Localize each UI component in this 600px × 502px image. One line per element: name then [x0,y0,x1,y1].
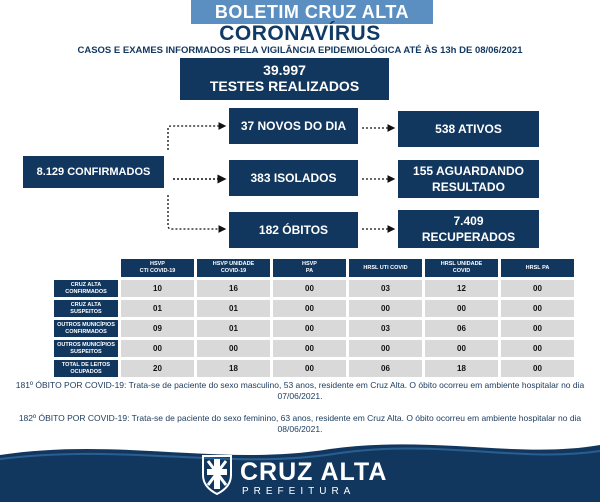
column-header: HRSL UNIDADE COVID [425,259,498,277]
table-cell: 06 [425,320,498,337]
row-header: CRUZ ALTA SUSPEITOS [54,300,118,317]
confirmed-box: 8.129 CONFIRMADOS [23,156,164,188]
column-header: HSVP CTI COVID-19 [121,259,194,277]
table-row [54,320,574,337]
table-cell: 20 [121,360,194,377]
table-cell: 00 [273,360,346,377]
row-header: OUTROS MUNICÍPIOS CONFIRMADOS [54,320,118,337]
waiting-box [398,160,539,198]
row-header: OUTROS MUNICÍPIOS SUSPEITOS [54,340,118,357]
recovered-line2: RECUPERADOS [421,230,516,244]
table-cell: 00 [197,340,270,357]
city-crest-icon [200,447,234,495]
table-cell: 00 [273,340,346,357]
recovered-box [398,210,539,248]
table-cell: 03 [349,280,422,297]
table-cell: 00 [349,300,422,317]
waiting-line1: 155 AGUARDANDO [413,164,524,178]
table-cell: 18 [425,360,498,377]
tests-label: TESTES REALIZADOS [209,78,360,94]
column-header: HRSL UTI COVID [349,259,422,277]
tests-value: 39.997 [263,62,306,78]
table-header-row [54,259,574,277]
table-cell: 00 [501,280,574,297]
info-line: CASOS E EXAMES INFORMADOS PELA VIGILÂNCIA EPIDEMIOLÓGICA ATÉ ÀS 13h DE 08/06/2021 [77,45,523,56]
table-cell: 00 [425,300,498,317]
isolated-box: 383 ISOLADOS [229,160,358,196]
table-cell: 01 [121,300,194,317]
table-corner [54,259,118,277]
death-note-182: 182º ÓBITO POR COVID-19: Trata-se de paciente do sexo feminino, 63 anos, residente em Cruz Alta. O óbito ocorreu em ambiente hospitalar no dia 08/06/2021. [18,413,582,434]
table-cell: 00 [501,360,574,377]
footer-city-name: CRUZ ALTA [240,458,388,486]
recovered-line1: 7.409 [453,214,484,228]
table-row [54,300,574,317]
table-row [54,340,574,357]
table-cell: 12 [425,280,498,297]
beds-table [51,256,577,380]
bulletin-title: BOLETIM CRUZ ALTA [191,0,433,24]
table-cell: 09 [121,320,194,337]
death-note-181: 181º ÓBITO POR COVID-19: Trata-se de paciente do sexo masculino, 53 anos, residente em Cruz Alta. O óbito ocorreu em ambiente hospitalar no dia 07/06/2021. [15,380,585,401]
table-cell: 01 [197,320,270,337]
arrow-to-new-today [168,126,225,150]
table-cell: 00 [501,340,574,357]
new-today-box: 37 NOVOS DO DIA [229,108,358,144]
arrow-to-deaths [168,195,225,229]
table-cell: 03 [349,320,422,337]
table-cell: 00 [501,320,574,337]
table-cell: 16 [197,280,270,297]
table-cell: 00 [121,340,194,357]
table-cell: 00 [425,340,498,357]
table-cell: 01 [197,300,270,317]
table-cell: 00 [349,340,422,357]
table-cell: 00 [273,300,346,317]
table-row [54,280,574,297]
table-cell: 00 [273,320,346,337]
row-header: CRUZ ALTA CONFIRMADOS [54,280,118,297]
deaths-box: 182 ÓBITOS [229,212,358,248]
table-cell: 18 [197,360,270,377]
column-header: HSVP PA [273,259,346,277]
column-header: HRSL PA [501,259,574,277]
table-cell: 00 [501,300,574,317]
footer-prefeitura: PREFEITURA [242,486,356,497]
table-cell: 06 [349,360,422,377]
table-cell: 10 [121,280,194,297]
active-box: 538 ATIVOS [398,111,539,147]
column-header: HSVP UNIDADE COVID-19 [197,259,270,277]
bulletin-subtitle: CORONAVÍRUS [219,22,381,45]
row-header: TOTAL DE LEITOS OCUPADOS [54,360,118,377]
table-row [54,360,574,377]
table-cell: 00 [273,280,346,297]
waiting-line2: RESULTADO [432,180,505,194]
